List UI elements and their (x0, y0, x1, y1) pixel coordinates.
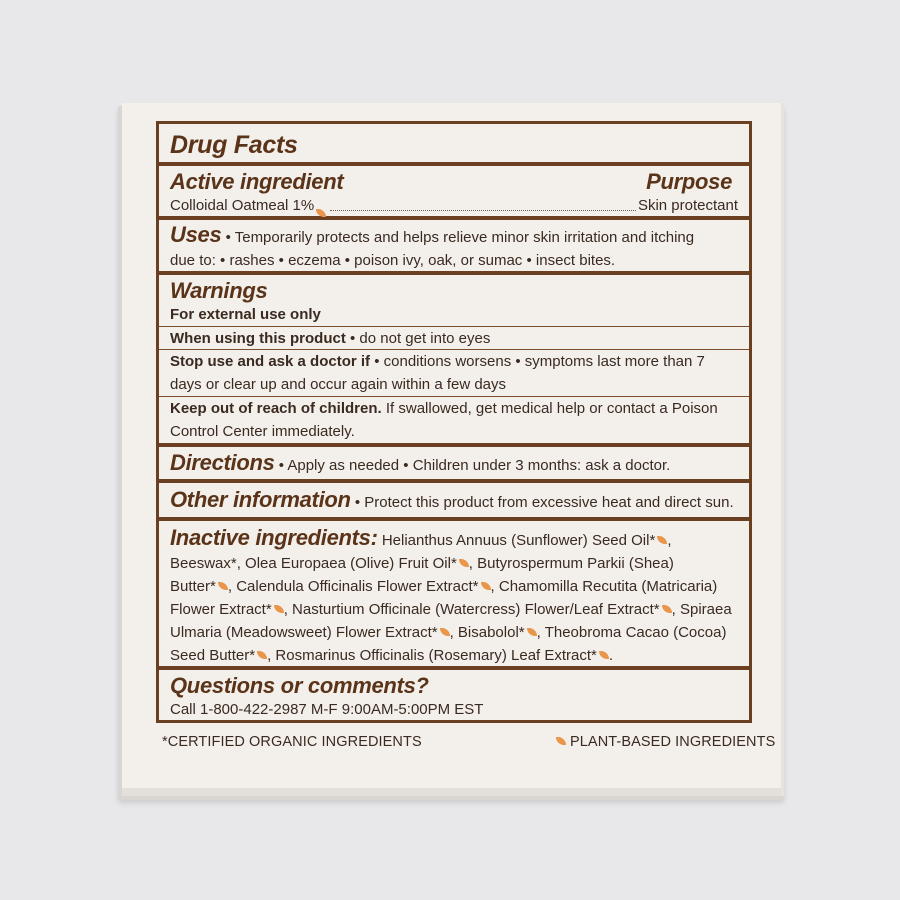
inactive-line-5a: Ulmaria (Meadowsweet) Flower Extract* (170, 624, 438, 641)
dot-leader (330, 210, 636, 211)
other-information-text: • Protect this product from excessive heat and direct sun. (350, 494, 734, 511)
directions-text: • Apply as needed • Children under 3 months: ask a doctor. (274, 457, 671, 474)
uses-section (159, 220, 749, 275)
plant-leaf-icon (662, 605, 672, 613)
plant-leaf-icon (274, 605, 284, 613)
plant-leaf-icon (527, 628, 537, 636)
when-using-section (159, 327, 749, 350)
plant-leaf-icon (657, 536, 667, 544)
inactive-line-3a: Butter* (170, 578, 216, 595)
inactive-line-3b: , Calendula Officinalis Flower Extract* (227, 578, 479, 595)
inactive-line-6b: , Rosmarinus Officinalis (Rosemary) Leaf Extract* (267, 647, 597, 664)
inactive-line-5b: , Bisabolol* (449, 624, 525, 641)
plant-leaf-icon (481, 582, 491, 590)
stop-use-section (159, 350, 749, 397)
uses-heading: Uses (170, 222, 222, 247)
plant-leaf-icon (316, 209, 326, 217)
plant-leaf-icon (556, 737, 566, 745)
active-ingredient-section (159, 166, 749, 220)
stop-use-line-1: • conditions worsens • symptoms last more than 7 (370, 353, 705, 370)
external-use-text: For external use only (170, 306, 321, 323)
uses-line-1: • Temporarily protects and helps relieve minor skin irritation and itching (221, 229, 695, 246)
inactive-line-4b: , Nasturtium Officinale (Watercress) Flower/Leaf Extract* (283, 601, 660, 618)
plant-leaf-icon (440, 628, 450, 636)
plant-based-note (554, 734, 775, 750)
active-ingredient-name: Colloidal Oatmeal 1% (170, 197, 315, 214)
other-information-section (159, 483, 749, 521)
inactive-ingredients-section: Inactive ingredients: Helianthus Annuus (Sunflower) Seed Oil* , Beeswax*, Olea Europaea (Olive) Fruit Oil* , Butyrospermum Parkii (Shea) Butter* , Calendula Officinalis Flower Extract* , Chamomilla Recutita (Matricaria) Flower Extract* , Nasturtium Officinale (Watercress) Flower/Leaf Extract* , Spiraea Ulmaria (Meadowsweet) Flower Extract* , Bisabolol* , Theobroma Cacao (Cocoa) Seed Butter* , Rosmarinus Officinalis (Rosemary) Leaf Extract* . (159, 521, 749, 670)
warnings-section (159, 275, 749, 327)
when-using-label: When using this product (170, 330, 346, 347)
box-bottom-edge (122, 788, 781, 796)
inactive-line-4c: , Spiraea (671, 601, 732, 618)
questions-heading: Questions or comments? (170, 673, 429, 698)
stop-use-label: Stop use and ask a doctor if (170, 353, 371, 370)
inactive-line-5c: , Theobroma Cacao (Cocoa) (536, 624, 727, 641)
inactive-line-3c: , Chamomilla Recutita (Matricaria) (490, 578, 718, 595)
stop-use-line-2: days or clear up and occur again within a few days (170, 376, 507, 393)
warnings-heading: Warnings (170, 278, 268, 303)
inactive-line-6a: Seed Butter* (170, 647, 256, 664)
plant-leaf-icon (599, 651, 609, 659)
inactive-ingredients-heading: Inactive ingredients: (170, 525, 378, 550)
plant-based-text: PLANT-BASED INGREDIENTS (570, 734, 776, 750)
questions-section (159, 670, 749, 720)
drug-facts-title: Drug Facts (170, 131, 298, 159)
drug-facts-title-section (159, 124, 749, 166)
inactive-line-2b: , Butyrospermum Parkii (Shea) (468, 555, 674, 572)
plant-leaf-icon (459, 559, 469, 567)
directions-heading: Directions (170, 450, 275, 475)
inactive-line-1: Helianthus Annuus (Sunflower) Seed Oil* (377, 532, 656, 549)
certified-organic-note: *CERTIFIED ORGANIC INGREDIENTS (162, 734, 422, 750)
plant-leaf-icon (218, 582, 228, 590)
uses-line-2: due to: • rashes • eczema • poison ivy, oak, or sumac • insect bites. (170, 252, 616, 269)
purpose-heading: Purpose (646, 169, 732, 194)
keep-out-line-2: Control Center immediately. (170, 423, 355, 440)
directions-section (159, 447, 749, 483)
keep-out-section (159, 397, 749, 447)
keep-out-line-1: If swallowed, get medical help or contact a Poison (381, 400, 718, 417)
when-using-text: • do not get into eyes (345, 330, 491, 347)
active-ingredient-heading: Active ingredient (170, 169, 344, 194)
inactive-line-4a: Flower Extract* (170, 601, 272, 618)
drug-facts-panel (156, 121, 752, 723)
inactive-line-6c: . (608, 647, 614, 664)
purpose-text: Skin protectant (637, 197, 738, 214)
questions-phone: Call 1-800-422-2987 M-F 9:00AM-5:00PM EST (170, 701, 484, 718)
inactive-line-2a: Beeswax*, Olea Europaea (Olive) Fruit Oil* (170, 555, 457, 572)
other-information-heading: Other information (170, 487, 351, 512)
keep-out-label: Keep out of reach of children. (170, 400, 382, 417)
plant-leaf-icon (257, 651, 267, 659)
